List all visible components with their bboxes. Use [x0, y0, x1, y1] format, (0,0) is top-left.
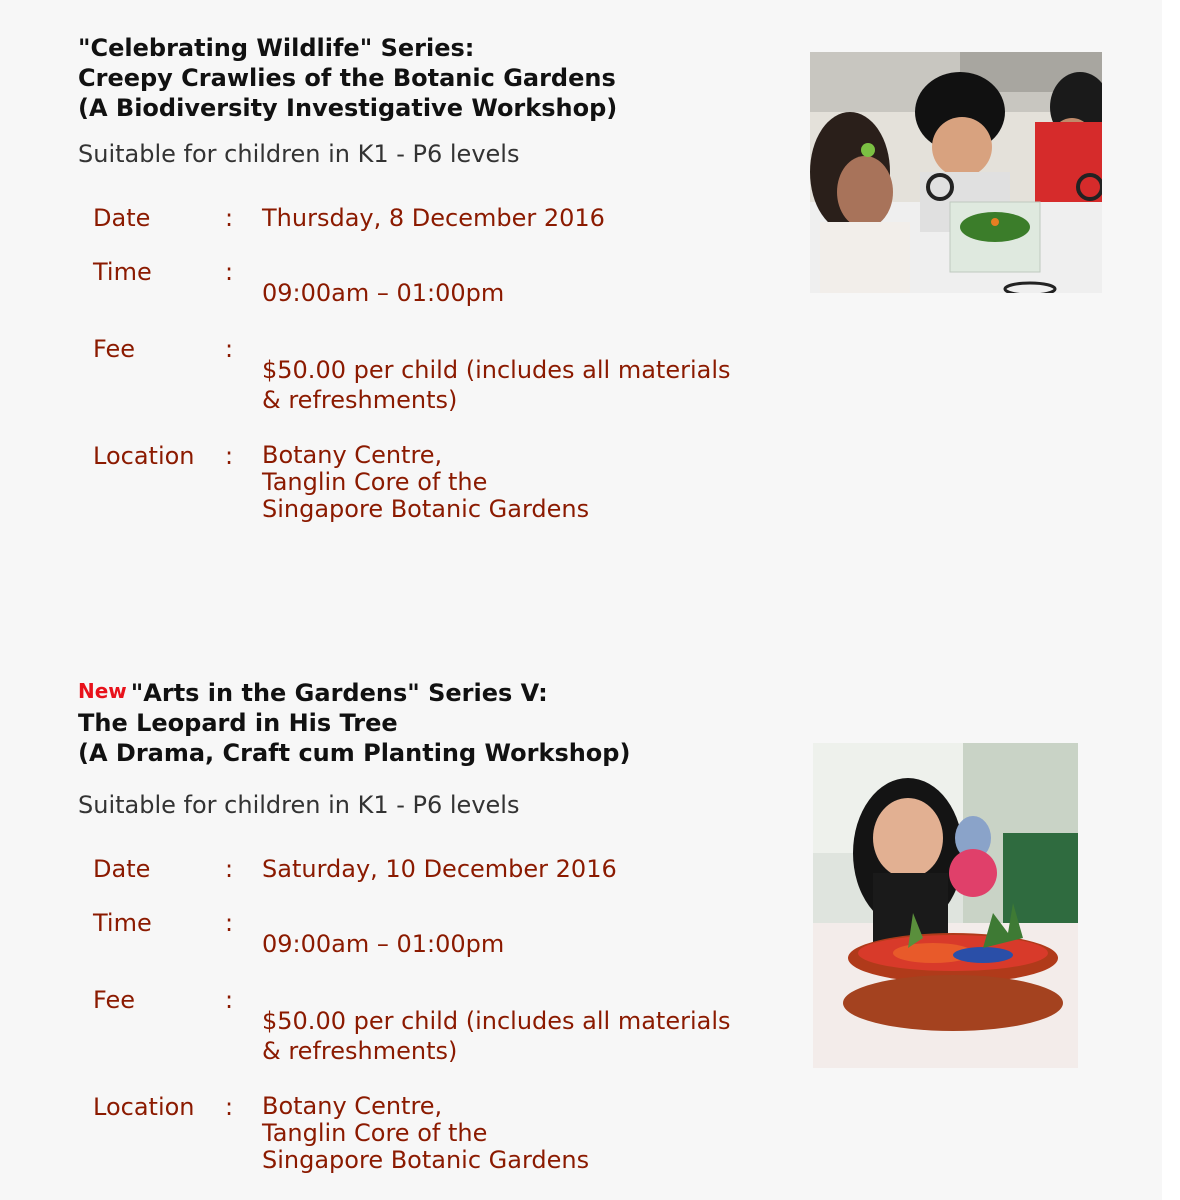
time-value: 09:00am – 01:00pm [262, 279, 505, 307]
title-line: (A Drama, Craft cum Planting Workshop) [78, 739, 631, 767]
title-line: (A Biodiversity Investigative Workshop) [78, 94, 618, 122]
title-line: "Celebrating Wildlife" Series: [78, 34, 475, 62]
date-label: Date [93, 204, 151, 232]
date-value: Thursday, 8 December 2016 [262, 204, 605, 232]
fee-line: $50.00 per child (includes all materials [262, 356, 731, 384]
colon: : [225, 204, 234, 232]
location-line: Singapore Botanic Gardens [262, 1146, 590, 1174]
colon: : [225, 855, 234, 883]
fee-line: $50.00 per child (includes all materials [262, 1007, 731, 1035]
location-line: Singapore Botanic Gardens [262, 495, 590, 523]
girl-with-plant-pot-photo [813, 743, 1078, 1068]
colon: : [225, 258, 234, 286]
scrollbar-track[interactable] [1162, 0, 1180, 1200]
title-line: The Leopard in His Tree [78, 709, 398, 737]
title-line: "Arts in the Gardens" Series V: [130, 679, 548, 707]
time-label: Time [93, 909, 152, 937]
colon: : [225, 1093, 234, 1121]
suitability-text: Suitable for children in K1 - P6 levels [78, 140, 520, 168]
location-label: Location [93, 1093, 195, 1121]
time-value: 09:00am – 01:00pm [262, 930, 505, 958]
location-line: Botany Centre, [262, 1092, 443, 1120]
fee-value [262, 355, 731, 415]
colon: : [225, 909, 234, 937]
location-line: Botany Centre, [262, 441, 443, 469]
location-value [262, 1093, 589, 1174]
fee-line: & refreshments) [262, 1037, 458, 1065]
location-value [262, 442, 589, 523]
new-badge: New [78, 679, 127, 703]
location-line: Tanglin Core of the [262, 468, 488, 496]
title-line: Creepy Crawlies of the Botanic Gardens [78, 64, 616, 92]
workshop-title [78, 678, 630, 768]
time-label: Time [93, 258, 152, 286]
date-value: Saturday, 10 December 2016 [262, 855, 617, 883]
suitability-text: Suitable for children in K1 - P6 levels [78, 791, 520, 819]
fee-label: Fee [93, 335, 136, 363]
date-label: Date [93, 855, 151, 883]
colon: : [225, 986, 234, 1014]
colon: : [225, 335, 234, 363]
location-label: Location [93, 442, 195, 470]
children-magnifying-glass-photo [810, 52, 1102, 293]
fee-line: & refreshments) [262, 386, 458, 414]
workshop-title [78, 33, 617, 123]
fee-label: Fee [93, 986, 136, 1014]
colon: : [225, 442, 234, 470]
fee-value [262, 1006, 731, 1066]
location-line: Tanglin Core of the [262, 1119, 488, 1147]
